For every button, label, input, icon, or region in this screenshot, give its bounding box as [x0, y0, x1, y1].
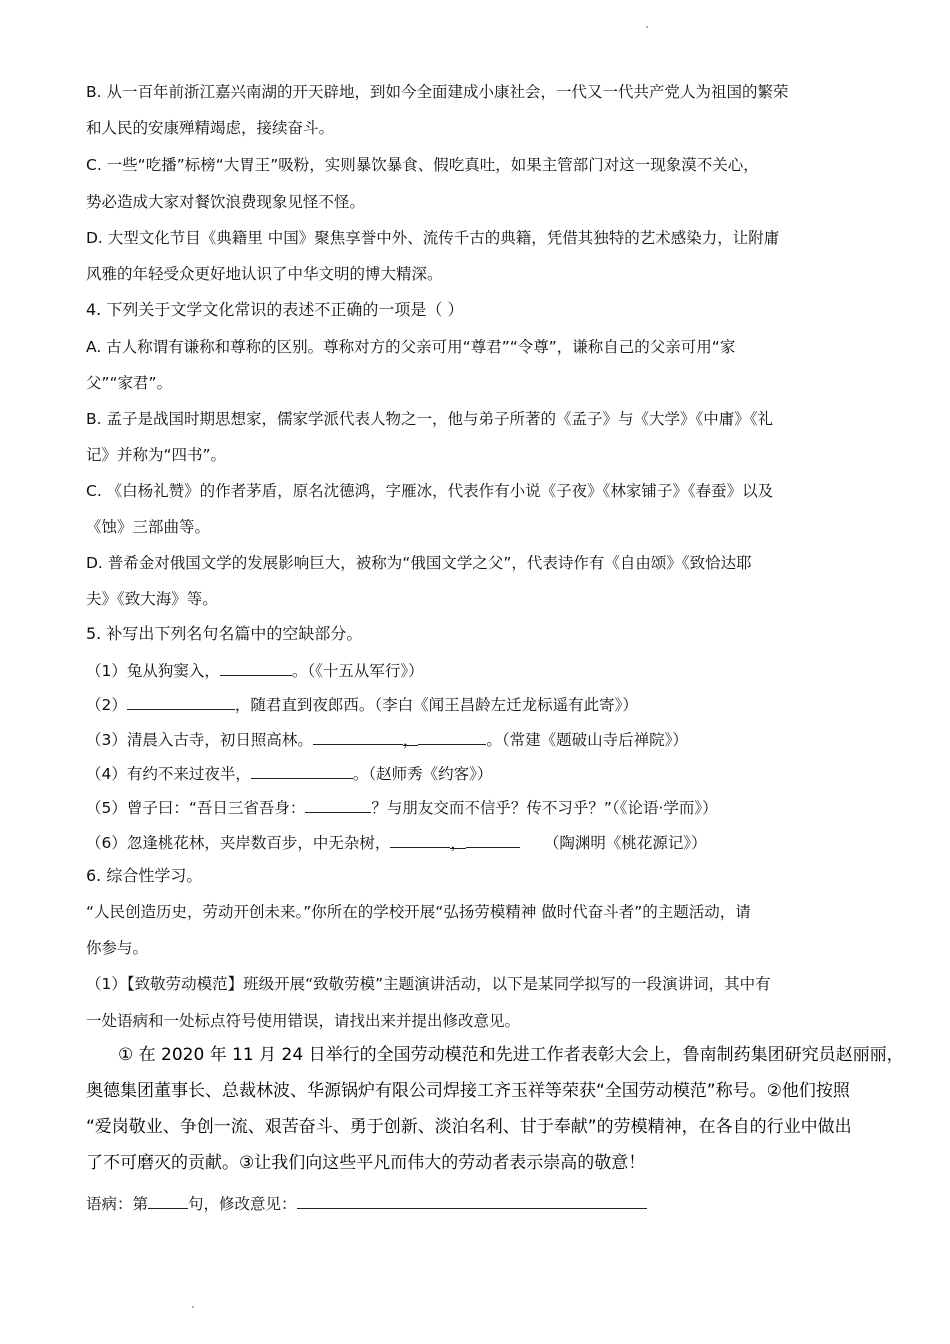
speech-passage-line4: 了不可磨灭的贡献。③让我们向这些平凡而伟大的劳动者表示崇高的敬意！ — [86, 1153, 646, 1173]
q5-stem: 5. 补写出下列名句名篇中的空缺部分。 — [86, 624, 363, 643]
q6-intro-line2: 你参与。 — [86, 939, 149, 957]
q5-item-3-pre: （3）清晨入古寺，初日照高林。 — [86, 731, 313, 749]
q5-item-5-pre: （5）曾子曰：“吾日三省吾身： — [86, 799, 306, 817]
q5-item-4 — [86, 763, 492, 784]
q4-stem: 4. 下列关于文学文化常识的表述不正确的一项是（ ） — [86, 300, 464, 319]
q6-sub1-line2: 一处语病和一处标点符号使用错误，请找出来并提出修改意见。 — [86, 1012, 521, 1030]
answer-blank[interactable] — [127, 694, 235, 710]
q5-item-3-mid: ， — [402, 731, 419, 749]
answer-blank[interactable] — [251, 763, 353, 779]
q6-answer-line — [86, 1193, 647, 1214]
scan-dot — [192, 1306, 194, 1308]
answer-label-sentence: 语病：第 — [86, 1195, 149, 1213]
revision-suggestion-blank[interactable] — [297, 1193, 647, 1209]
q5-item-6 — [86, 832, 707, 853]
q5-item-5-post: ？与朋友交而不信乎？传不习乎？”（《论语·学而》） — [371, 799, 718, 817]
q5-item-1-post: 。（《十五从军行》） — [291, 662, 424, 680]
answer-label-revision: 句，修改意见： — [188, 1195, 297, 1213]
q5-item-6-mid: ， — [450, 834, 466, 852]
q4-option-d-line2: 夫》《致大海》等。 — [86, 590, 218, 608]
answer-blank[interactable] — [390, 832, 450, 848]
q4-option-c-line2: 《蚀》三部曲等。 — [86, 518, 211, 536]
sentence-number-blank[interactable] — [148, 1193, 188, 1209]
answer-blank[interactable] — [466, 832, 520, 848]
answer-blank[interactable] — [305, 797, 371, 813]
q6-sub1-line1: （1）【致敬劳动模范】班级开展“致敬劳模”主题演讲活动，以下是某同学拟写的一段演讲词，其中有 — [86, 975, 771, 993]
q4-option-a-line2: 父”“家君”。 — [86, 374, 173, 392]
q4-option-c-line1: C. 《白杨礼赞》的作者茅盾，原名沈德鸿，字雁冰，代表作有小说《子夜》《林家铺子》《春蚕》以及 — [86, 482, 774, 500]
q5-item-1 — [86, 660, 424, 681]
q5-item-3-post: 。（常建《题破山寺后禅院》） — [486, 731, 688, 749]
q3-option-b-line2: 和人民的安康殚精竭虑，接续奋斗。 — [86, 119, 335, 137]
q3-option-c-line1: C. 一些“吃播”标榜“大胃王”吸粉，实则暴饮暴食、假吃真吐，如果主管部门对这一现象漠不关心， — [86, 156, 759, 174]
speech-passage-line3: “爱岗敬业、争创一流、艰苦奋斗、勇于创新、淡泊名利、甘于奉献”的劳模精神，在各自的行业中做出 — [86, 1117, 852, 1137]
q3-option-d-line1: D. 大型文化节目《典籍里 中国》聚焦享誉中外、流传千古的典籍，凭借其独特的艺术感染力，让附庸 — [86, 229, 780, 247]
q4-option-d-line1: D. 普希金对俄国文学的发展影响巨大，被称为“俄国文学之父”，代表诗作有《自由颂》《致恰达耶 — [86, 554, 752, 572]
q3-option-b-line1: B. 从一百年前浙江嘉兴南湖的开天辟地，到如今全面建成小康社会，一代又一代共产党人为祖国的繁荣 — [86, 83, 789, 101]
q4-option-a-line1: A. 古人称谓有谦称和尊称的区别。尊称对方的父亲可用“尊君”“令尊”，谦称自己的父亲可用“家 — [86, 338, 736, 356]
q3-option-d-line2: 风雅的年轻受众更好地认识了中华文明的博大精深。 — [86, 265, 443, 283]
q5-item-1-pre: （1）兔从狗窦入， — [86, 662, 220, 680]
q5-item-4-pre: （4）有约不来过夜半， — [86, 765, 251, 783]
q5-item-5 — [86, 797, 718, 818]
q5-item-6-post: （陶渊明《桃花源记》） — [543, 834, 707, 852]
speech-passage-line1: ① 在 2020 年 11 月 24 日举行的全国劳动模范和先进工作者表彰大会上，鲁南制药集团研究员赵丽丽， — [118, 1045, 904, 1065]
answer-blank[interactable] — [313, 729, 403, 745]
speech-passage-line2: 奥德集团董事长、总裁林波、华源锅炉有限公司焊接工齐玉祥等荣获“全国劳动模范”称号。②他们按照 — [86, 1081, 850, 1101]
q3-option-c-line2: 势必造成大家对餐饮浪费现象见怪不怪。 — [86, 193, 366, 211]
q6-stem: 6. 综合性学习。 — [86, 866, 203, 885]
q5-item-2 — [86, 694, 638, 715]
q5-item-2-post: ，随君直到夜郎西。（李白《闻王昌龄左迁龙标遥有此寄》） — [234, 696, 638, 714]
q5-item-2-pre: （2） — [86, 696, 127, 714]
q6-intro-line1: “人民创造历史，劳动开创未来。”你所在的学校开展“弘扬劳模精神 做时代奋斗者”的主题活动，请 — [86, 903, 751, 921]
scan-dot — [646, 26, 648, 28]
q5-item-3 — [86, 729, 688, 750]
q5-item-6-pre: （6）忽逢桃花林，夹岸数百步，中无杂树， — [86, 834, 391, 852]
answer-blank[interactable] — [220, 660, 292, 676]
answer-blank[interactable] — [418, 729, 486, 745]
q5-item-4-post: 。（赵师秀《约客》） — [352, 765, 493, 783]
q4-option-b-line1: B. 孟子是战国时期思想家，儒家学派代表人物之一，他与弟子所著的《孟子》与《大学》《中庸》《礼 — [86, 410, 773, 428]
q4-option-b-line2: 记》并称为“四书”。 — [86, 446, 227, 464]
